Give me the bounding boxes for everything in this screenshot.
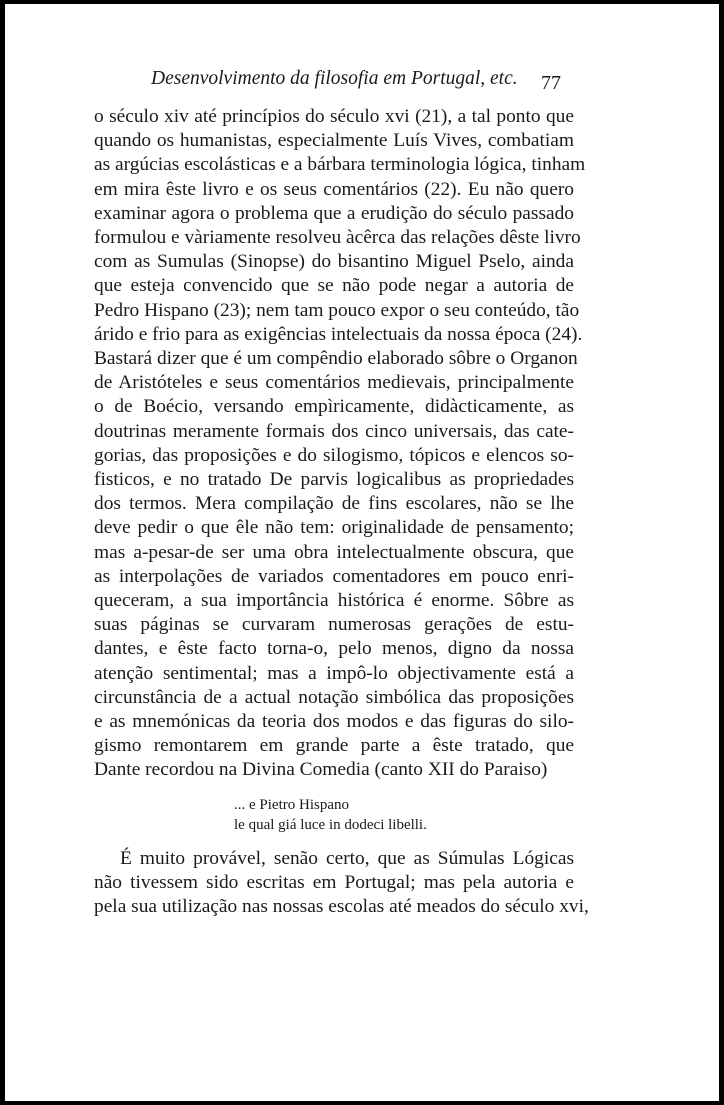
- quote-line: ... e Pietro Hispano: [234, 796, 349, 813]
- book-page: [5, 4, 719, 1101]
- text-line: suas páginas se curvaram numerosas gerações de estu-: [94, 614, 574, 636]
- text-line: Pedro Hispano (23); nem tam pouco expor o seu conteúdo, tão: [94, 299, 580, 321]
- text-line: quando os humanistas, especialmente Luís Vives, combatiam: [94, 130, 574, 152]
- text-line: Dante recordou na Divina Comedia (canto XII do Paraiso): [94, 759, 548, 781]
- page-number: 77: [541, 72, 561, 94]
- text-line: em mira êste livro e os seus comentários (22). Eu não quero: [94, 178, 574, 200]
- quote-line: le qual giá luce in dodeci libelli.: [234, 816, 427, 833]
- paragraph: [94, 847, 589, 920]
- running-title: Desenvolvimento da filosofia em Portugal, etc.: [151, 68, 518, 89]
- text-line: o de Boécio, versando empìricamente, didàcticamente, as: [94, 396, 574, 418]
- text-line: gismo remontarem em grande parte a êste tratado, que: [94, 735, 574, 757]
- text-line: o século xiv até princípios do século xvi (21), a tal ponto que: [94, 106, 574, 127]
- text-line: deve pedir o que êle não tem: originalidade de pensamento;: [94, 517, 574, 539]
- text-line: com as Sumulas (Sinopse) do bisantino Miguel Pselo, ainda: [94, 251, 574, 273]
- text-line: que esteja convencido que se não pode negar a autoria de: [94, 275, 574, 297]
- text-line: doutrinas meramente formais dos cinco universais, das cate-: [94, 420, 574, 442]
- text-line: fisticos, e no tratado De parvis logicalibus as propriedades: [94, 469, 574, 491]
- text-line: queceram, a sua importância histórica é enorme. Sôbre as: [94, 590, 574, 612]
- text-line: as interpolações de variados comentadores em pouco enri-: [94, 565, 574, 587]
- text-line: examinar agora o problema que a erudição do século passado: [94, 202, 574, 224]
- text-line: não tivessem sido escritas em Portugal; mas pela autoria e: [94, 871, 574, 893]
- text-line: as argúcias escolásticas e a bárbara terminologia lógica, tinham: [94, 154, 586, 176]
- text-line: mas a-pesar-de ser uma obra intelectualmente obscura, que: [94, 541, 574, 563]
- text-line: Bastará dizer que é um compêndio elaborado sôbre o Organon: [94, 348, 578, 370]
- text-line: dos termos. Mera compilação de fins escolares, não se lhe: [94, 493, 574, 515]
- text-line: É muito provável, senão certo, que as Súmulas Lógicas: [120, 847, 574, 869]
- text-line: formulou e vàriamente resolveu àcêrca das relações dêste livro: [94, 227, 581, 249]
- text-line: dantes, e êste facto torna-o, pelo menos, digno da nossa: [94, 638, 574, 660]
- verse-quotation: [234, 795, 574, 835]
- text-line: circunstância de a actual notação simbólica das proposições: [94, 686, 574, 708]
- body-text: [94, 105, 589, 919]
- text-line: gorias, das proposições e do silogismo, tópicos e elencos so-: [94, 444, 574, 466]
- paragraph: [94, 105, 586, 783]
- text-line: de Aristóteles e seus comentários medievais, principalmente: [94, 372, 574, 394]
- text-line: atenção sentimental; mas a impô-lo objectivamente está a: [94, 662, 574, 684]
- text-line: pela sua utilização nas nossas escolas até meados do século xvi,: [94, 896, 589, 918]
- text-line: árido e frio para as exigências intelectuais da nossa época (24).: [94, 323, 583, 345]
- running-header: [151, 68, 591, 90]
- text-line: e as mnemónicas da teoria dos modos e das figuras do silo-: [94, 711, 574, 733]
